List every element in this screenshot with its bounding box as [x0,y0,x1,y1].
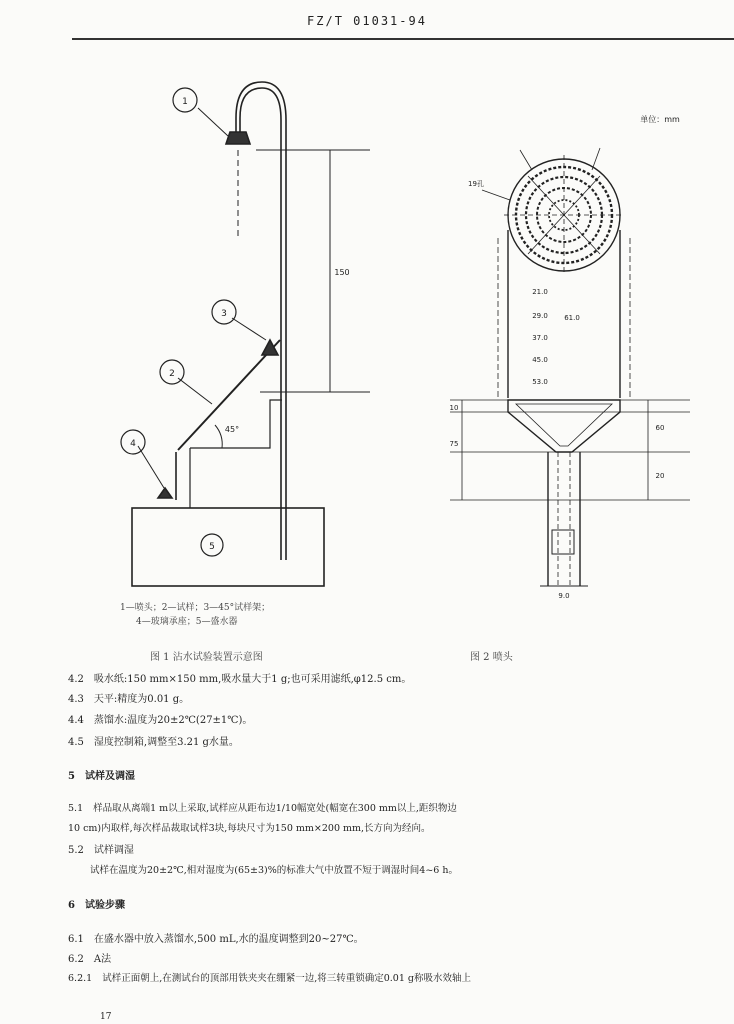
dim-label: 60 [655,424,665,432]
clause-5-2-text: 试样在温度为20±2℃,相对湿度为(65±3)%的标准大气中放置不短于调湿时间4~6 h。 [90,865,458,876]
spray-pipe [240,88,281,560]
page-number: 17 [100,1012,112,1022]
section-5-heading: 5 试样及调湿 [68,771,135,782]
clause-5-1-cont: 10 cm)内取样,每次样品裁取试样3块,每块尺寸为150 mm×200 mm,长方向为经向。 [68,823,431,834]
figure2-caption: 图 2 喷头 [470,652,513,663]
clause-5-2: 5.2 试样调湿 [68,845,134,856]
hole-count-label: 19孔 [468,180,484,188]
dimension-label: 150 [334,268,350,277]
ring-label: 45.0 [532,356,548,364]
ring-label: 53.0 [532,378,548,386]
figure1-legend-line1: 1—喷头；2—试样；3—45°试样架； [120,603,271,613]
dim-label: 20 [655,472,665,480]
ring-label: 29.0 [532,312,548,320]
dim-label: 10 [449,404,459,412]
figure2-spray-head [450,148,690,586]
dim-label: 75 [449,440,459,448]
figure2-unit: 单位：mm [640,115,680,124]
figure1-caption: 图 1 沾水试验装置示意图 [150,652,263,663]
clause-6-2: 6.2 A法 [68,954,112,965]
clause-5-1: 5.1 样品取从离端1 m以上采取,试样应从距布边1/10幅宽处(幅宽在300 mm以上,距织物边 [68,803,457,814]
spray-nozzle [226,132,250,144]
ring-label: 37.0 [532,334,548,342]
clause-4-4: 4.4 蒸馏水:温度为20±2℃(27±1℃)。 [68,715,253,726]
figure1-legend-line2: 4—玻璃承座；5—盛水器 [136,617,238,627]
clause-4-3: 4.3 天平:精度为0.01 g。 [68,694,190,705]
clause-6-1: 6.1 在盛水器中放入蒸馏水,500 mL,水的温度调整到20~27℃。 [68,934,364,945]
clause-6-2-1: 6.2.1 试样正面朝上,在测试台的顶部用铁夹夹在绷紧一边,将三转重锁确定0.01 g称吸水效轴上 [68,973,471,984]
callout-number: 2 [169,369,175,379]
ring-label: 61.0 [564,314,580,322]
section-6-heading: 6 试验步骤 [68,900,125,911]
water-container [132,508,324,586]
callout-number: 4 [130,439,136,449]
clause-4-5: 4.5 湿度控制箱,调整至3.21 g水量。 [68,737,239,748]
stem-dim-label: 9.0 [558,592,570,600]
callout-number: 5 [209,542,215,552]
callout-number: 3 [221,309,227,319]
ring-label: 21.0 [532,288,548,296]
angle-label: 45° [224,425,240,434]
page-header-standard-no: FZ/T 01031-94 [307,14,427,28]
callout-number: 1 [182,97,188,107]
clause-4-2: 4.2 吸水纸:150 mm×150 mm,吸水量大于1 g;也可采用滤纸,φ12.5 cm。 [68,674,412,685]
